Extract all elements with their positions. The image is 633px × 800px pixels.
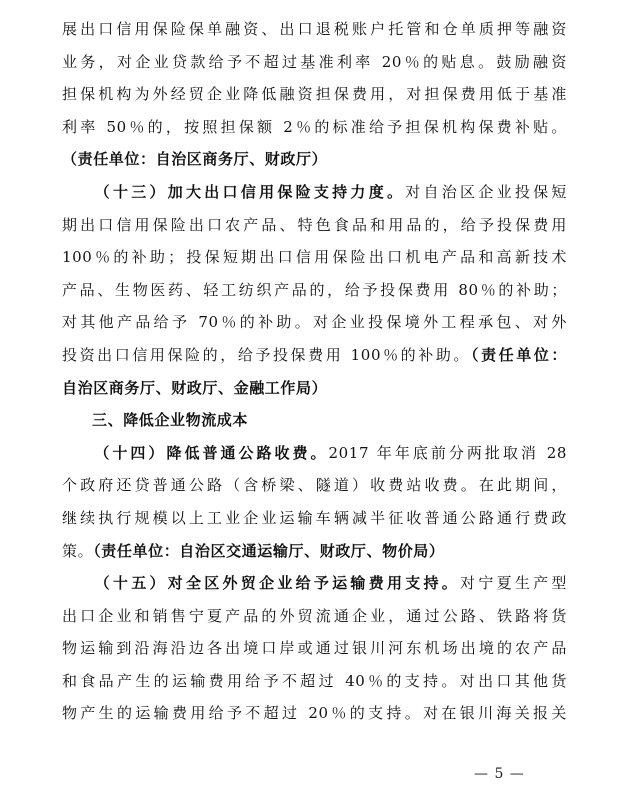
section-heading bbox=[62, 404, 567, 437]
text-line bbox=[62, 632, 567, 665]
bold-text-span: （责任单位：自治区交通运输厅、财政厅、物价局） bbox=[93, 541, 445, 560]
text-span: 期出口信用保险出口农产品、特色食品和用品的，给予投保费用 bbox=[62, 215, 567, 234]
text-line bbox=[62, 665, 567, 698]
text-line bbox=[62, 469, 567, 502]
text-span: 业务，对企业贷款给予不超过基准利率 20％的贴息。鼓励融资 bbox=[62, 52, 567, 71]
text-line bbox=[62, 13, 567, 46]
text-line bbox=[62, 535, 567, 568]
text-span: 100％的补助；投保短期出口信用保险出口机电产品和高新技术 bbox=[62, 248, 567, 267]
text-span: 利率 50％的，按照担保额 2％的标准给予担保机构保费补贴。 bbox=[62, 117, 567, 136]
text-span: 和食品产生的运输费用给予不超过 40％的支持。对出口其他货 bbox=[62, 671, 567, 690]
text-line bbox=[62, 697, 567, 730]
text-line bbox=[62, 339, 567, 372]
text-span: 物运输到沿海沿边各出境口岸或通过银川河东机场出境的农产品 bbox=[62, 639, 567, 658]
text-line bbox=[62, 274, 567, 307]
text-span: 个政府还贷普通公路（含桥梁、隧道）收费站收费。在此期间， bbox=[62, 476, 567, 495]
text-line bbox=[62, 209, 567, 242]
page-number: — 5 — bbox=[474, 766, 525, 782]
text-span: 2017 年年底前分两批取消 28 bbox=[328, 443, 567, 462]
bold-text-span: （十三）加大出口信用保险支持力度。 bbox=[92, 182, 406, 201]
text-span: 担保机构为外经贸企业降低融资担保费用，对担保费用低于基准 bbox=[62, 85, 567, 104]
text-span: 物产生的运输费用给予不超过 20％的支持。对在银川海关报关 bbox=[62, 704, 567, 723]
text-line bbox=[62, 46, 567, 79]
text-line bbox=[62, 241, 567, 274]
bold-text-span: （责任单位：自治区商务厅、财政厅） bbox=[62, 150, 328, 169]
text-span: 对宁夏生产型 bbox=[460, 574, 567, 593]
text-line bbox=[62, 437, 567, 470]
text-line bbox=[62, 176, 567, 209]
text-span: 对其他产品给予 70％的补助。对企业投保境外工程承包、对外 bbox=[62, 313, 567, 332]
bold-text-span: （十四）降低普通公路收费。 bbox=[92, 443, 329, 462]
text-line bbox=[62, 306, 567, 339]
document-body bbox=[62, 13, 567, 730]
text-line bbox=[62, 111, 567, 144]
text-span: 展出口信用保险保单融资、出口退税账户托管和仓单质押等融资 bbox=[62, 20, 567, 38]
text-span: 对自治区企业投保短 bbox=[405, 182, 567, 201]
bold-text-span: （十五）对全区外贸企业给予运输费用支持。 bbox=[92, 574, 461, 593]
text-span: 出口企业和销售宁夏产品的外贸流通企业，通过公路、铁路将货 bbox=[62, 606, 567, 625]
text-span: 策。 bbox=[62, 541, 94, 560]
text-span: 产品、生物医药、轻工纺织产品的，给予投保费用 80％的补助； bbox=[62, 280, 567, 299]
text-span: 继续执行规模以上工业企业运输车辆减半征收普通公路通行费政 bbox=[62, 508, 567, 527]
bold-text-span: （责任单位： bbox=[470, 345, 567, 364]
text-line bbox=[62, 502, 567, 535]
text-line bbox=[62, 143, 567, 176]
bold-text-span: 自治区商务厅、财政厅、金融工作局） bbox=[62, 378, 328, 397]
text-line bbox=[62, 78, 567, 111]
text-span: 三、降低企业物流成本 bbox=[92, 411, 249, 430]
text-line bbox=[62, 372, 567, 405]
text-line bbox=[62, 600, 567, 633]
text-span: 投资出口信用保险的，给予投保费用 100％的补助。 bbox=[62, 345, 471, 364]
text-line bbox=[62, 567, 567, 600]
